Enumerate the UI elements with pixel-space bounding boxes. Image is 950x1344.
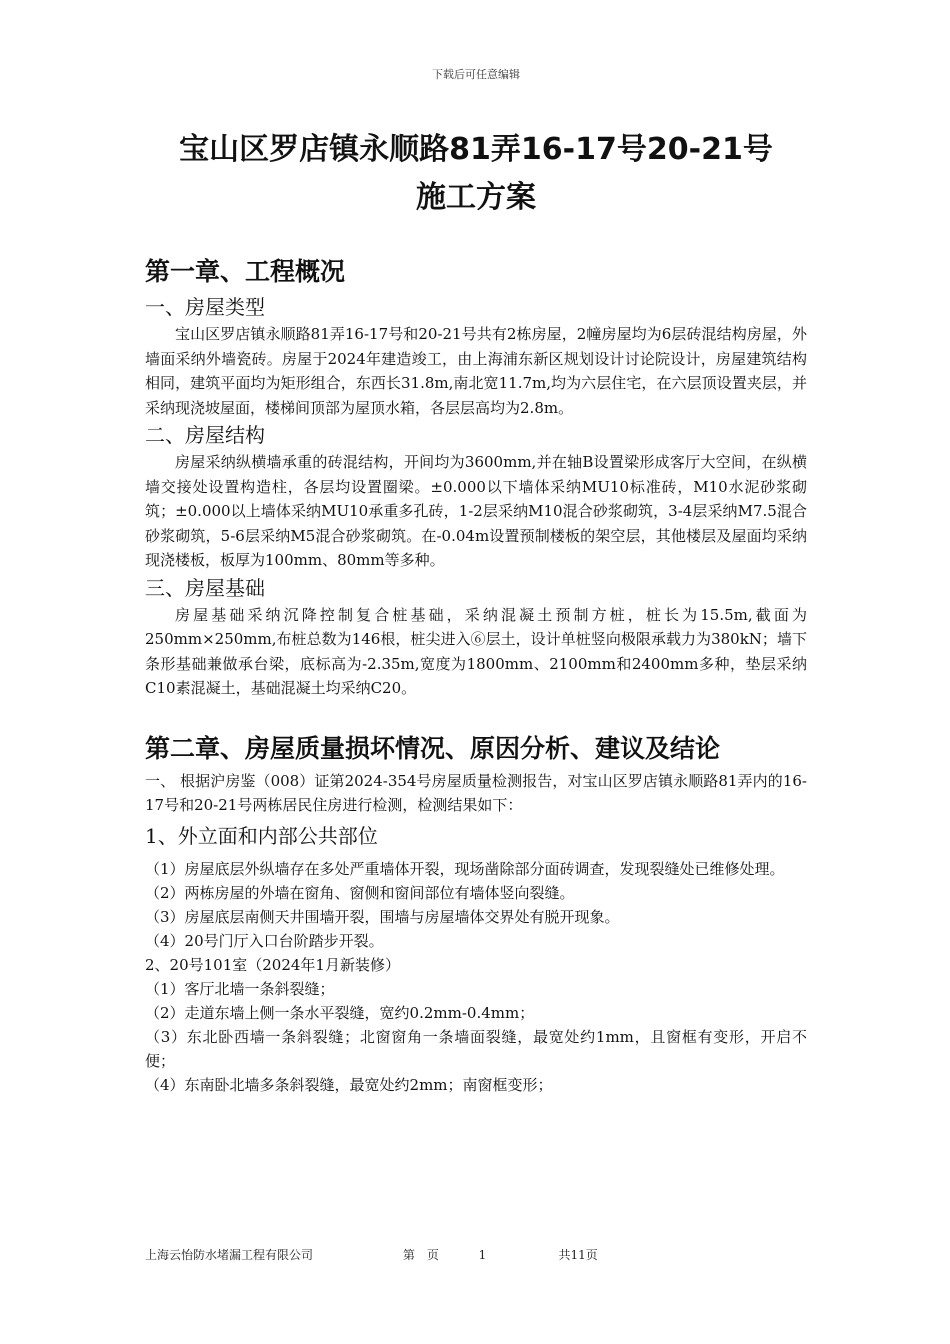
footer-page-number: 1 [478, 1248, 487, 1262]
footer-company: 上海云怡防水堵漏工程有限公司 [145, 1248, 314, 1262]
section-heading-building-type: 一、房屋类型 [145, 295, 265, 319]
title-line-2: 施工方案 [416, 180, 536, 215]
page-footer [145, 1246, 807, 1263]
document-page [145, 0, 807, 1344]
section-heading-foundation: 三、房屋基础 [145, 575, 265, 600]
list-item: （2）两栋房屋的外墙在窗角、窗侧和窗间部位有墙体竖向裂缝。 [145, 883, 575, 902]
section-text-structure: 房屋采纳纵横墙承重的砖混结构，开间均为3600mm,并在轴B设置梁形成客厅大空间，在纵横墙交接处设置构造柱，各层均设置圈梁。±0.000以下墙体采纳MU10标准砖，M10水泥砂浆砌筑；±0.000以上墙体采纳MU10承重多孔砖，1-2层采纳M10混合砂浆砌筑，3-4层采纳M7.5混合砂浆砌筑，5-6层采纳M5混合砂浆砌筑。在-0.04m设置预制楼板的架空层，其他楼层及屋面均采纳现浇楼板，板厚为100mm、80mm等多种。 [145, 453, 807, 569]
document-title [145, 126, 807, 222]
list-item: （3）东北卧西墙一条斜裂缝；北窗窗角一条墙面裂缝，最宽处约1mm，且窗框有变形，开启不便； [145, 1027, 807, 1070]
list-item: （3）房屋底层南侧天井围墙开裂，围墙与房屋墙体交界处有脱开现象。 [145, 907, 620, 926]
header-note: 下载后可任意编辑 [432, 68, 520, 81]
chapter-1-heading: 第一章、工程概况 [145, 257, 346, 286]
footer-total-pages: 共11页 [558, 1248, 598, 1262]
section-heading-structure: 二、房屋结构 [145, 423, 265, 447]
list-item: （4）东南卧北墙多条斜裂缝，最宽处约2mm；南窗框变形； [145, 1075, 553, 1094]
chapter-2-intro: 一、 根据沪房鉴（008）证第2024-354号房屋质量检测报告，对宝山区罗店镇永顺路81弄内的16-17号和20-21号两栋居民住房进行检测，检测结果如下： [145, 771, 807, 814]
document-body [145, 252, 807, 1097]
subsection-heading-facade: 1、外立面和内部公共部位 [145, 823, 378, 848]
list-item: （1）客厅北墙一条斜裂缝； [145, 979, 335, 998]
list-item: （4）20号门厅入口台阶踏步开裂。 [145, 931, 384, 950]
footer-page-label: 第 页 [402, 1248, 439, 1262]
list-item: （2）走道东墙上侧一条水平裂缝，宽约0.2mm-0.4mm； [145, 1003, 535, 1022]
title-line-1: 宝山区罗店镇永顺路81弄16-17号20-21号 [179, 132, 773, 167]
section-text-building-type: 宝山区罗店镇永顺路81弄16-17号和20-21号共有2栋房屋，2幢房屋均为6层砖混结构房屋，外墙面采纳外墙瓷砖。房屋于2024年建造竣工，由上海浦东新区规划设计讨论院设计，房屋建筑结构相同，建筑平面均为矩形组合，东西长31.8m,南北宽11.7m,均为六层住宅，在六层顶设置夹层，并采纳现浇坡屋面，楼梯间顶部为屋顶水箱，各层层高均为2.8m。 [145, 325, 807, 417]
section-text-foundation: 房屋基础采纳沉降控制复合桩基础，采纳混凝土预制方桩，桩长为15.5m,截面为250mm×250mm,布桩总数为146根，桩尖进入⑥层土，设计单桩竖向极限承载力为380kN；墙下条形基础兼做承台梁，底标高为-2.35m,宽度为1800mm、2100mm和2400mm多种，垫层采纳C10素混凝土，基础混凝土均采纳C20。 [145, 605, 807, 697]
chapter-2-heading: 第二章、房屋质量损坏情况、原因分析、建议及结论 [145, 733, 721, 763]
list-item: （1）房屋底层外纵墙存在多处严重墙体开裂，现场凿除部分面砖调查，发现裂缝处已维修处理。 [145, 859, 785, 878]
subsection-heading-room-101: 2、20号101室（2024年1月新装修） [145, 955, 400, 974]
